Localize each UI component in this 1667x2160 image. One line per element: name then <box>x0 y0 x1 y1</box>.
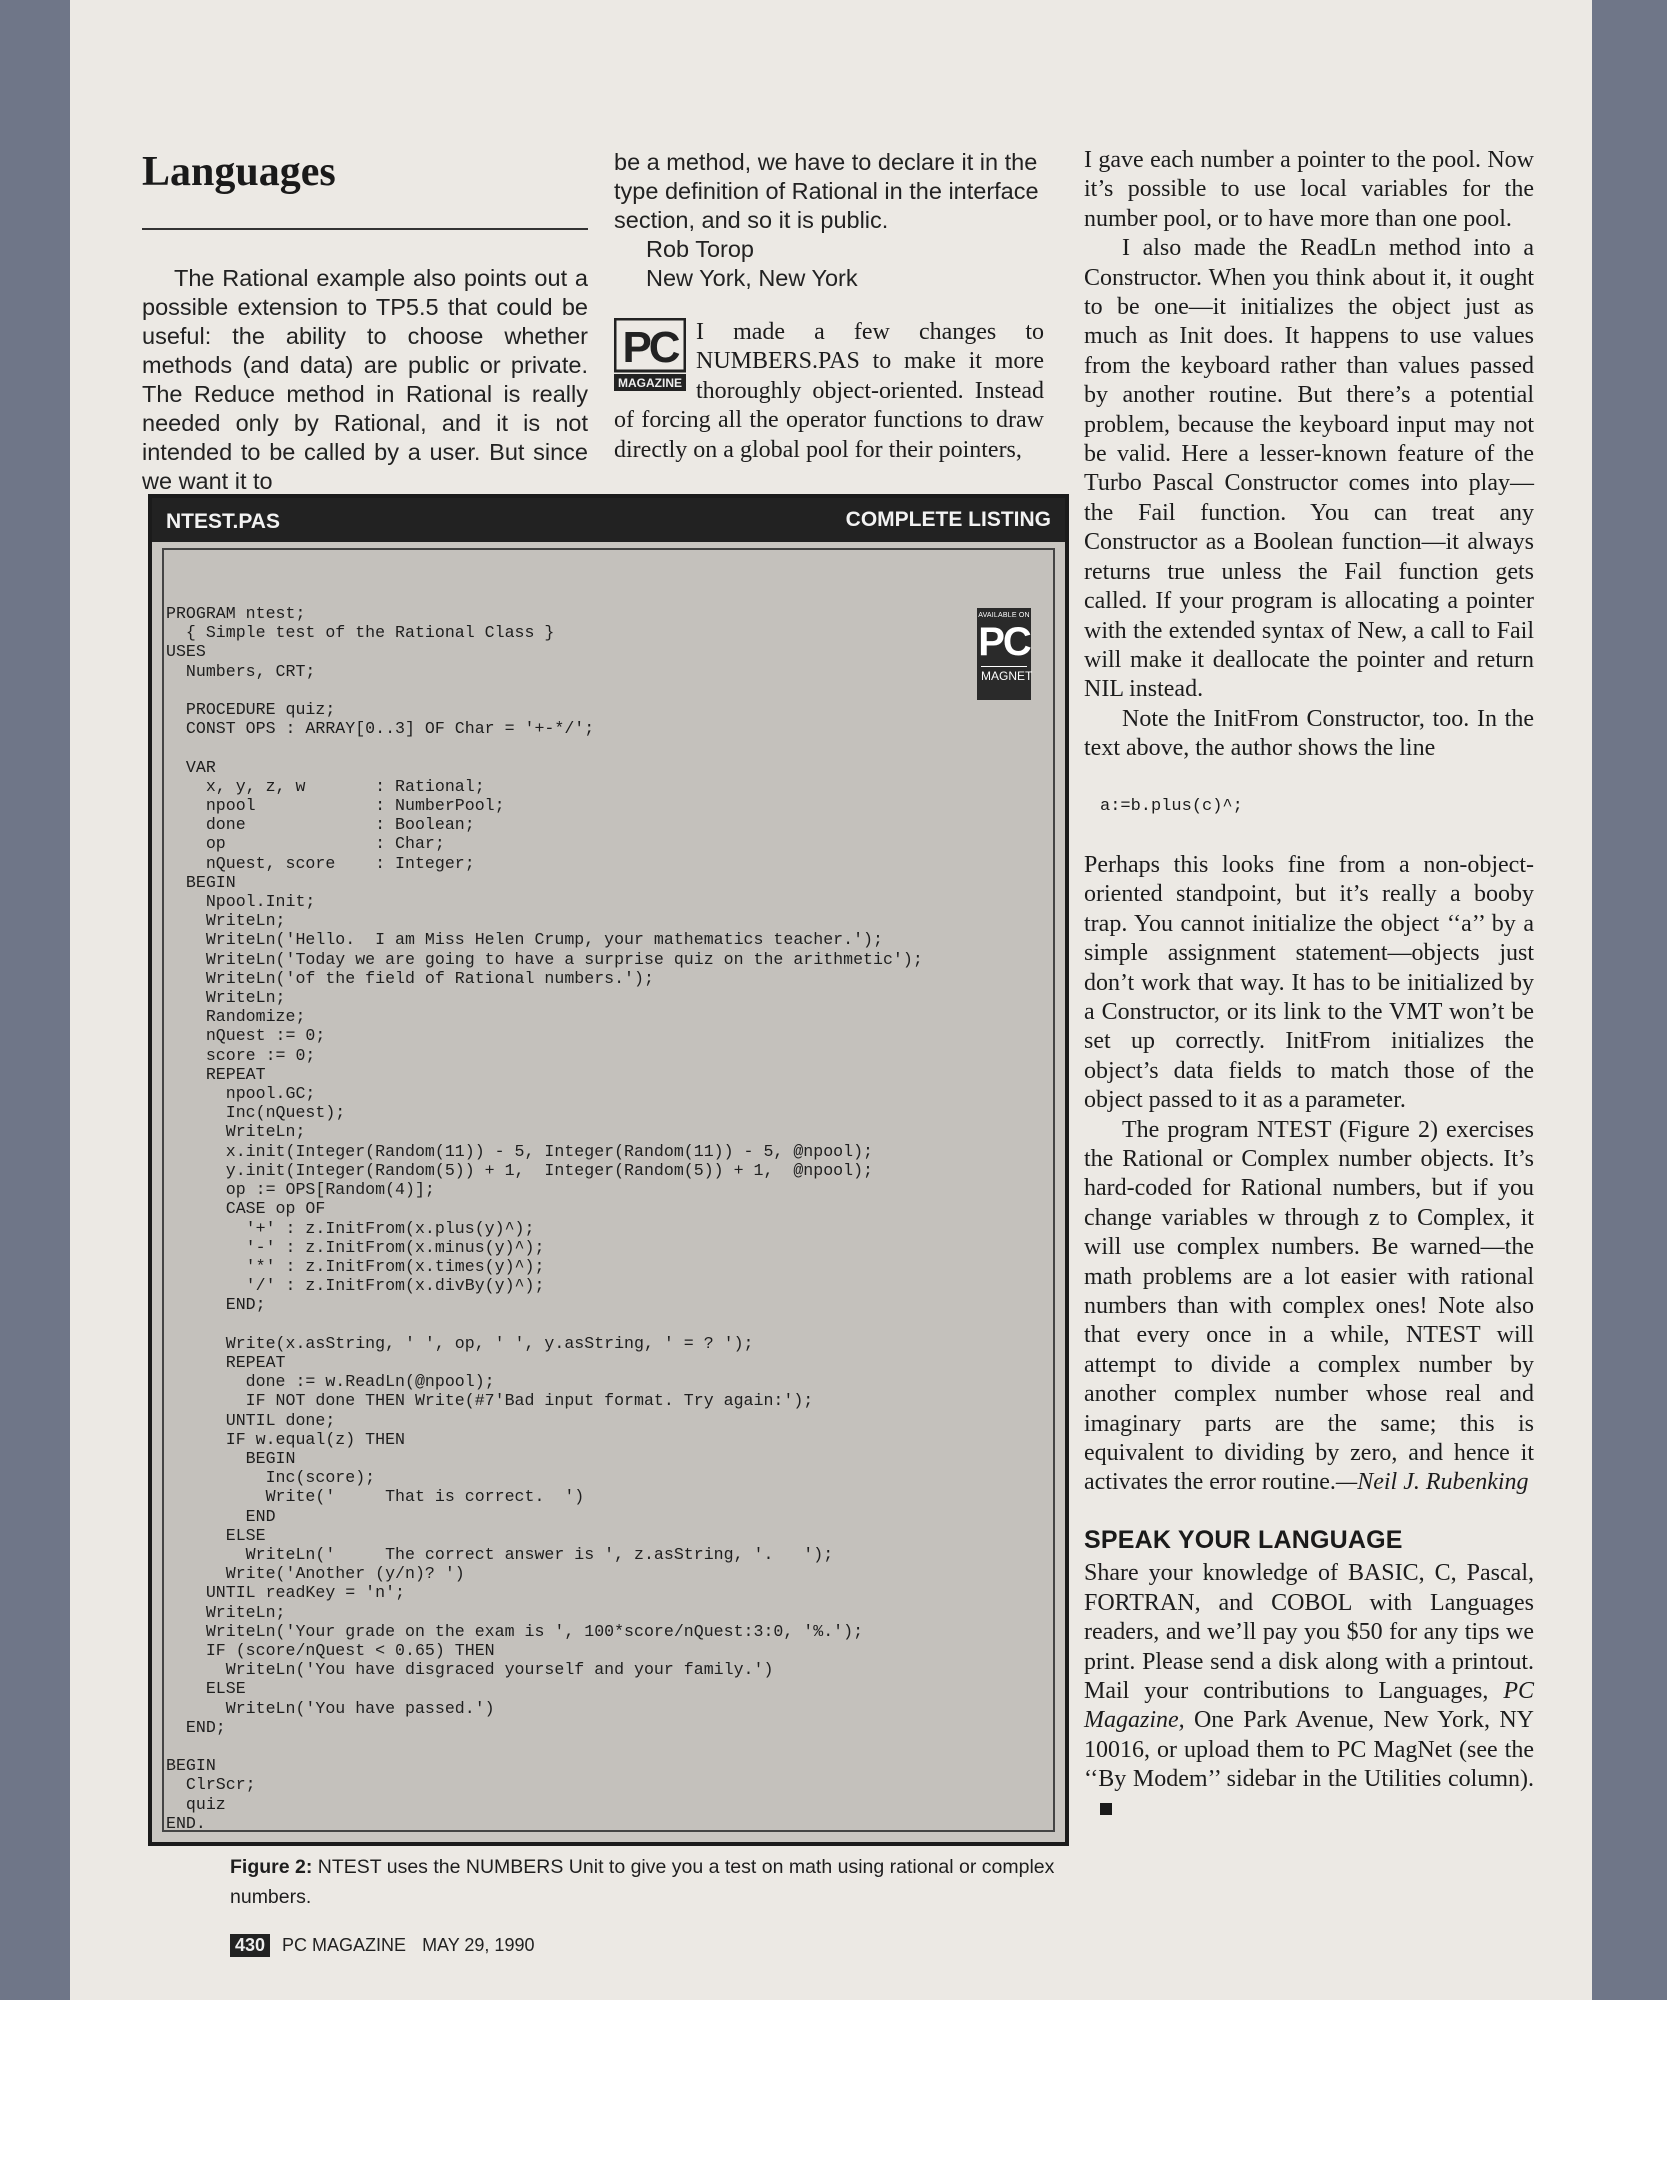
contributions-text: Share your knowledge of BASIC, C, Pascal, FORTRAN, and COBOL with Languages readers, and we’ll pay you $50 for any tips we print. Please send a disk along with a printout. Mail your contributions to Languages, <box>1084 1560 1534 1704</box>
paragraph-contributions <box>1084 1559 1534 1824</box>
listing-body <box>162 548 1055 1832</box>
reply-intro: I made a few changes to NUMBERS.PAS to make it more thoroughly object-oriented. Instead of forcing all the operator functions to draw directly on a global pool for their pointers, <box>614 319 1044 463</box>
ntest-text: The program NTEST (Figure 2) exercises the Rational or Complex number objects. It’s hard-coded for Rational numbers, but if you change variables w through z to Complex, it will use complex numbers. Be warned—the math problems are a lot easier with rational numbers than with complex ones! Note also that every once in a while, NTEST will attempt to divide a complex number by another complex number whose real and imaginary parts are the same; this is equivalent to dividing by zero, and hence it activates the error routine. <box>1084 1116 1534 1496</box>
speak-your-language-heading: SPEAK YOUR LANGUAGE <box>1084 1525 1403 1554</box>
footer-date: MAY 29, 1990 <box>422 1935 535 1955</box>
paragraph-constructor: I also made the ReadLn method into a Constructor. When you think about it, it ought to be one—it initializes the object just as much as Init does. It happens to use values from the keyboard rather than values passed by another routine. But there’s a potential problem, because the keyboard input may not be valid. Here a lesser-known feature of the Turbo Pascal Constructor comes into play—the Fail function. You can treat any Constructor as a Boolean function—it always returns true unless the Fail function gets called. If your program is allocating a pointer with the extended syntax of New, a call to Fail will make it deallocate the pointer and return NIL instead. <box>1084 235 1534 703</box>
column-2-letter <box>614 148 1044 293</box>
magazine-name: PC Magazine, <box>1084 1677 1534 1734</box>
author-name: Rob Torop <box>646 236 754 262</box>
caption-label: Figure 2: <box>230 1856 313 1878</box>
paragraph-initfrom: Note the InitFrom Constructor, too. In the text above, the author shows the line <box>1084 705 1534 762</box>
end-mark-icon <box>1100 1803 1112 1815</box>
svg-text:PC: PC <box>622 323 678 372</box>
author-location: New York, New York <box>646 265 858 291</box>
author-signature: —Neil J. Rubenking <box>1335 1469 1529 1496</box>
inline-code: a:=b.plus(c)^; <box>1100 796 1243 816</box>
bottom-margin <box>0 2000 1667 2160</box>
contributions-tail: One Park Avenue, New York, NY 10016, or upload them to PC MagNet (see the ‘‘By Modem’’ sidebar in the Utilities column). <box>1084 1707 1534 1793</box>
column-2-reply <box>614 318 1044 465</box>
svg-text:MAGAZINE: MAGAZINE <box>618 376 682 390</box>
code-listing-box <box>148 494 1069 1846</box>
figure-caption <box>230 1852 1110 1912</box>
page-number: 430 <box>230 1934 270 1957</box>
footer-magazine: PC MAGAZINE <box>282 1935 407 1955</box>
magazine-page <box>70 0 1592 2000</box>
caption-text: NTEST uses the NUMBERS Unit to give you a test on math using rational or complex numbers. <box>230 1856 1055 1908</box>
letter-continuation: be a method, we have to declare it in the type definition of Rational in the interface section, and so it is public. <box>614 149 1039 233</box>
pascal-source-code: PROGRAM ntest; { Simple test of the Rational Class } USES Numbers, CRT; PROCEDURE quiz; CONST OPS : ARRAY[0..3] OF Char = '+-*/'; VAR x, y, z, w : Rational; npool : NumberPool; done : Boolean; op : Char; nQuest, score : Integer; BEGIN Npool.Init; WriteLn; WriteLn('Hello. I am Miss Helen Crump, your mathematics teacher.'); WriteLn('Today we are going to have a surprise quiz on the arithmetic'); WriteLn('of the field of Rational numbers.'); WriteLn; Randomize; nQuest := 0; score := 0; REPEAT npool.GC; Inc(nQuest); WriteLn; x.init(Integer(Random(11)) - 5, Integer(Random(11)) - 5, @npool); y.init(Integer(Random(5)) + 1, Integer(Random(5)) + 1, @npool); op := OPS[Random(4)]; CASE op OF '+' : z.InitFrom(x.plus(y)^); '-' : z.InitFrom(x.minus(y)^); '*' : z.InitFrom(x.times(y)^); '/' : z.InitFrom(x.divBy(y)^); END; Write(x.asString, ' ', op, ' ', y.asString, ' = ? '); REPEAT done := w.ReadLn(@npool); IF NOT done THEN Write(#7'Bad input format. Try again:'); UNTIL done; IF w.equal(z) THEN BEGIN Inc(score); Write(' That is correct. ') END ELSE WriteLn(' The correct answer is ', z.asString, '. '); Write('Another (y/n)? ') UNTIL readKey = 'n'; WriteLn; WriteLn('Your grade on the exam is ', 100*score/nQuest:3:0, '%.'); IF (score/nQuest < 0.65) THEN WriteLn('You have disgraced yourself and your family.') ELSE WriteLn('You have passed.') END; BEGIN ClrScr; quiz END. <box>166 604 923 1833</box>
paragraph-rational-extension: The Rational example also points out a possible extension to TP5.5 that could be useful: the ability to choose whether methods (and data) are public or private. The Reduce method in Rational is really needed only by Rational, and it is not intended to be called by a user. But since we want it to <box>142 265 588 494</box>
column-3 <box>1084 146 1534 1824</box>
pc-magazine-logo-icon <box>614 318 696 398</box>
badge-top-text: AVAILABLE ON <box>978 612 1030 619</box>
badge-pc-text: PC <box>978 620 1030 664</box>
pc-magnet-badge-icon <box>977 608 1031 700</box>
paragraph-pool: I gave each number a pointer to the pool. Now it’s possible to use local variables for the number pool, or to have more than one pool. <box>1084 147 1534 232</box>
paragraph-ntest <box>1084 1116 1534 1498</box>
listing-filename: NTEST.PAS <box>166 510 280 533</box>
title-rule <box>142 228 588 230</box>
badge-bottom-text: MAGNET <box>981 666 1027 683</box>
section-title: Languages <box>142 149 336 195</box>
paragraph-booby-trap: Perhaps this looks fine from a non-object-oriented standpoint, but it’s really a booby trap. You cannot initialize the object ‘‘a’’ by a simple assignment statement—objects just don’t work that way. It has to be initialized by a Constructor, or its link to the VMT won’t be set up correctly. InitFrom initializes the object’s data fields to match those of the object passed to it as a parameter. <box>1084 851 1534 1114</box>
page-footer <box>230 1934 534 1957</box>
listing-header <box>152 498 1065 542</box>
column-1 <box>142 264 588 496</box>
listing-kind: COMPLETE LISTING <box>845 508 1051 531</box>
